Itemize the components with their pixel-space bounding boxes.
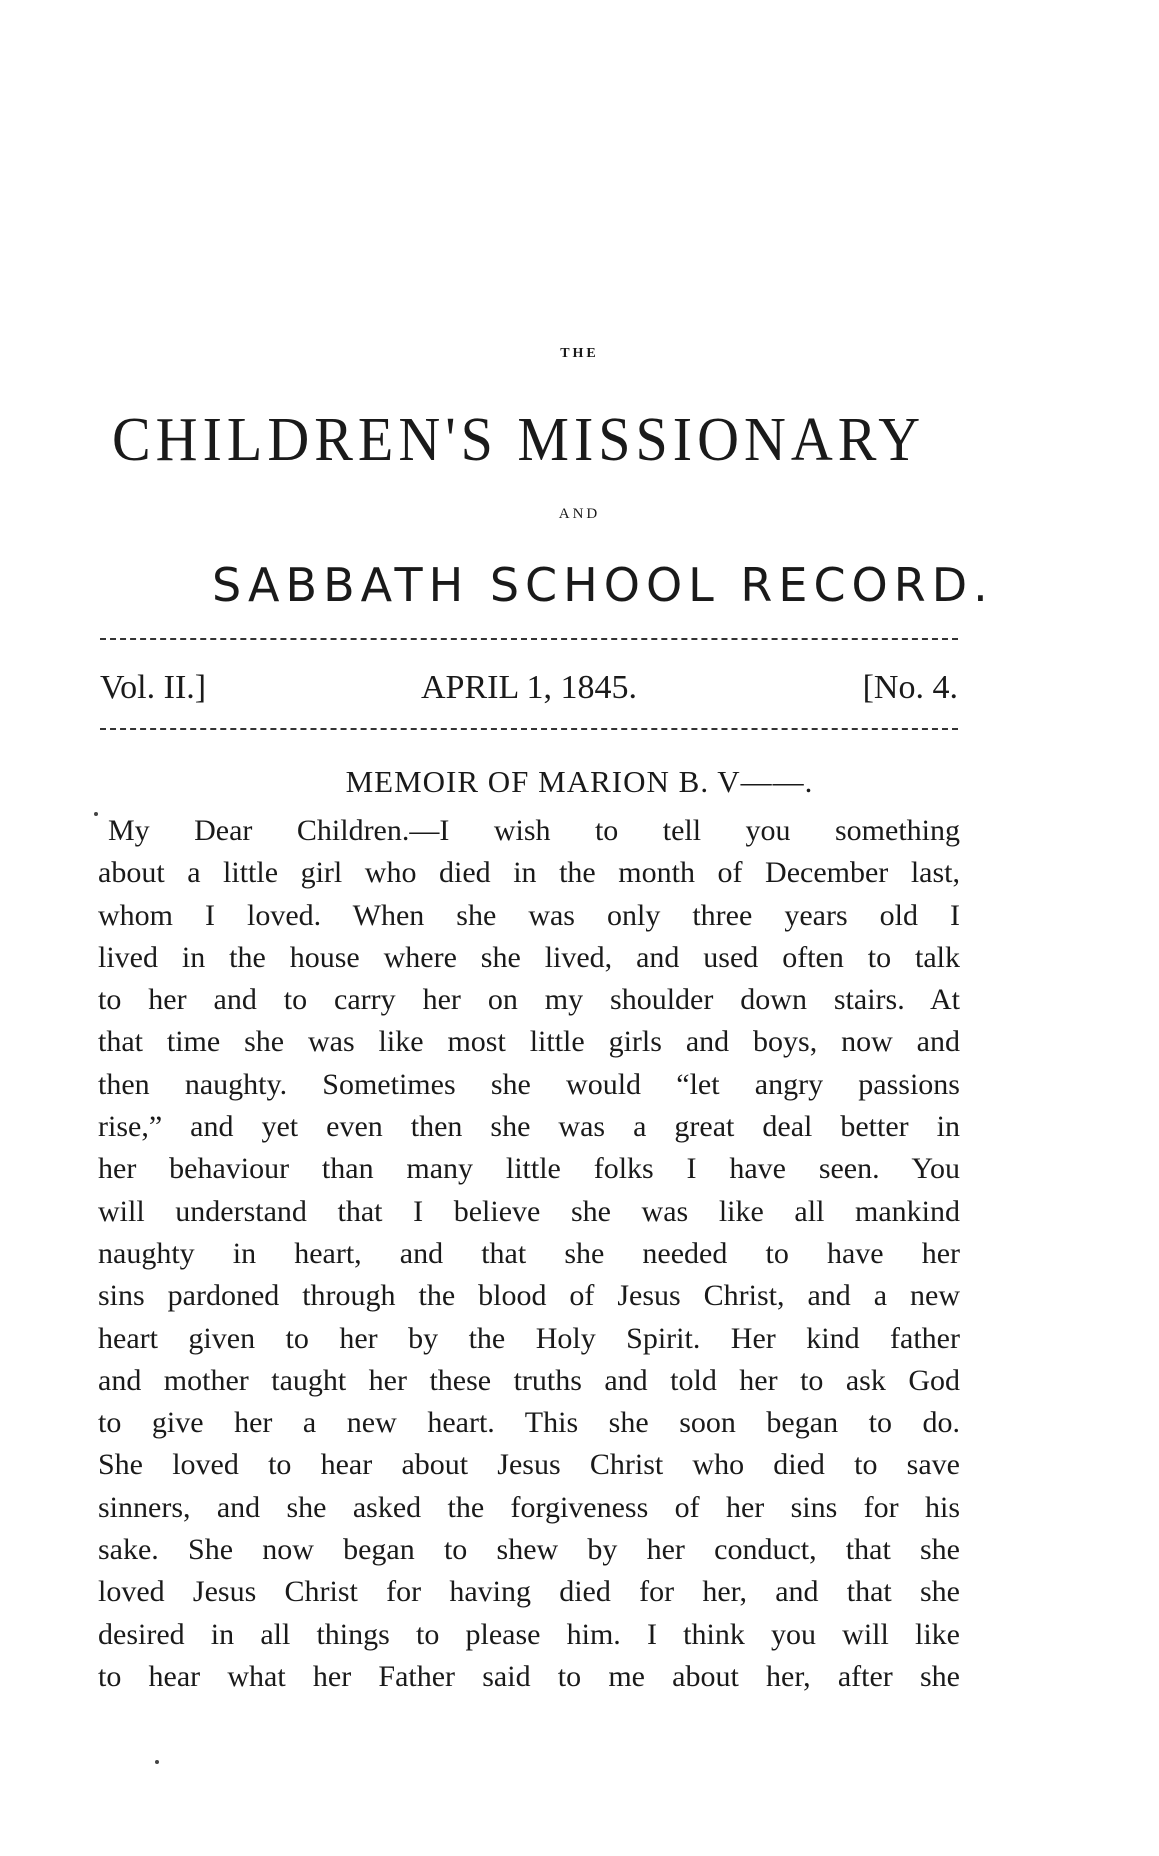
article-heading: MEMOIR OF MARION B. V——. [345, 764, 814, 799]
publication-title-line2: SABBATH SCHOOL RECORD. [212, 558, 994, 612]
issue-date: APRIL 1, 1845. [421, 669, 637, 706]
body-line: desired in all things to please him. I think you will like [98, 1617, 960, 1651]
body-line: My Dear Children.—I wish to tell you something [108, 814, 960, 847]
body-line: lived in the house where she lived, and used often to talk [98, 940, 960, 974]
title-conjunction: AND [558, 506, 601, 522]
article-body [98, 810, 960, 1698]
body-line: loved Jesus Christ for having died for her, and that she [98, 1575, 960, 1609]
print-speck [155, 1760, 159, 1764]
body-line: then naughty. Sometimes she would “let angry passions [98, 1067, 960, 1101]
body-line: to give her a new heart. This she soon began to do. [98, 1406, 960, 1440]
masthead-rule-bottom [100, 728, 958, 730]
body-line: her behaviour than many little folks I have seen. You [98, 1152, 960, 1186]
body-line: to her and to carry her on my shoulder down stairs. At [98, 983, 960, 1017]
body-line: rise,” and yet even then she was a great deal better in [98, 1110, 960, 1144]
body-line: about a little girl who died in the month of December last, [98, 856, 960, 890]
issue-number: [No. 4. [862, 669, 958, 706]
masthead [100, 668, 958, 708]
body-line: She loved to hear about Jesus Christ who died to save [98, 1448, 960, 1482]
body-line: to hear what her Father said to me about her, after she [98, 1659, 960, 1693]
body-line: heart given to her by the Holy Spirit. Her kind father [98, 1321, 960, 1355]
body-line: sins pardoned through the blood of Jesus Christ, and a new [98, 1279, 960, 1313]
body-line: whom I loved. When she was only three years old I [98, 898, 960, 932]
body-line: sinners, and she asked the forgiveness of her sins for his [98, 1490, 960, 1524]
volume-label: Vol. II.] [100, 669, 207, 706]
body-line: will understand that I believe she was like all mankind [98, 1194, 960, 1228]
title-article-the: THE [560, 346, 599, 361]
body-line: and mother taught her these truths and told her to ask God [98, 1363, 960, 1397]
print-speck [94, 812, 98, 816]
body-line: naughty in heart, and that she needed to have her [98, 1236, 960, 1270]
body-line: sake. She now began to shew by her conduct, that she [98, 1533, 960, 1567]
body-line: that time she was like most little girls and boys, now and [98, 1025, 960, 1059]
publication-title-line1: CHILDREN'S MISSIONARY [112, 403, 926, 474]
masthead-rule-top [100, 638, 958, 640]
